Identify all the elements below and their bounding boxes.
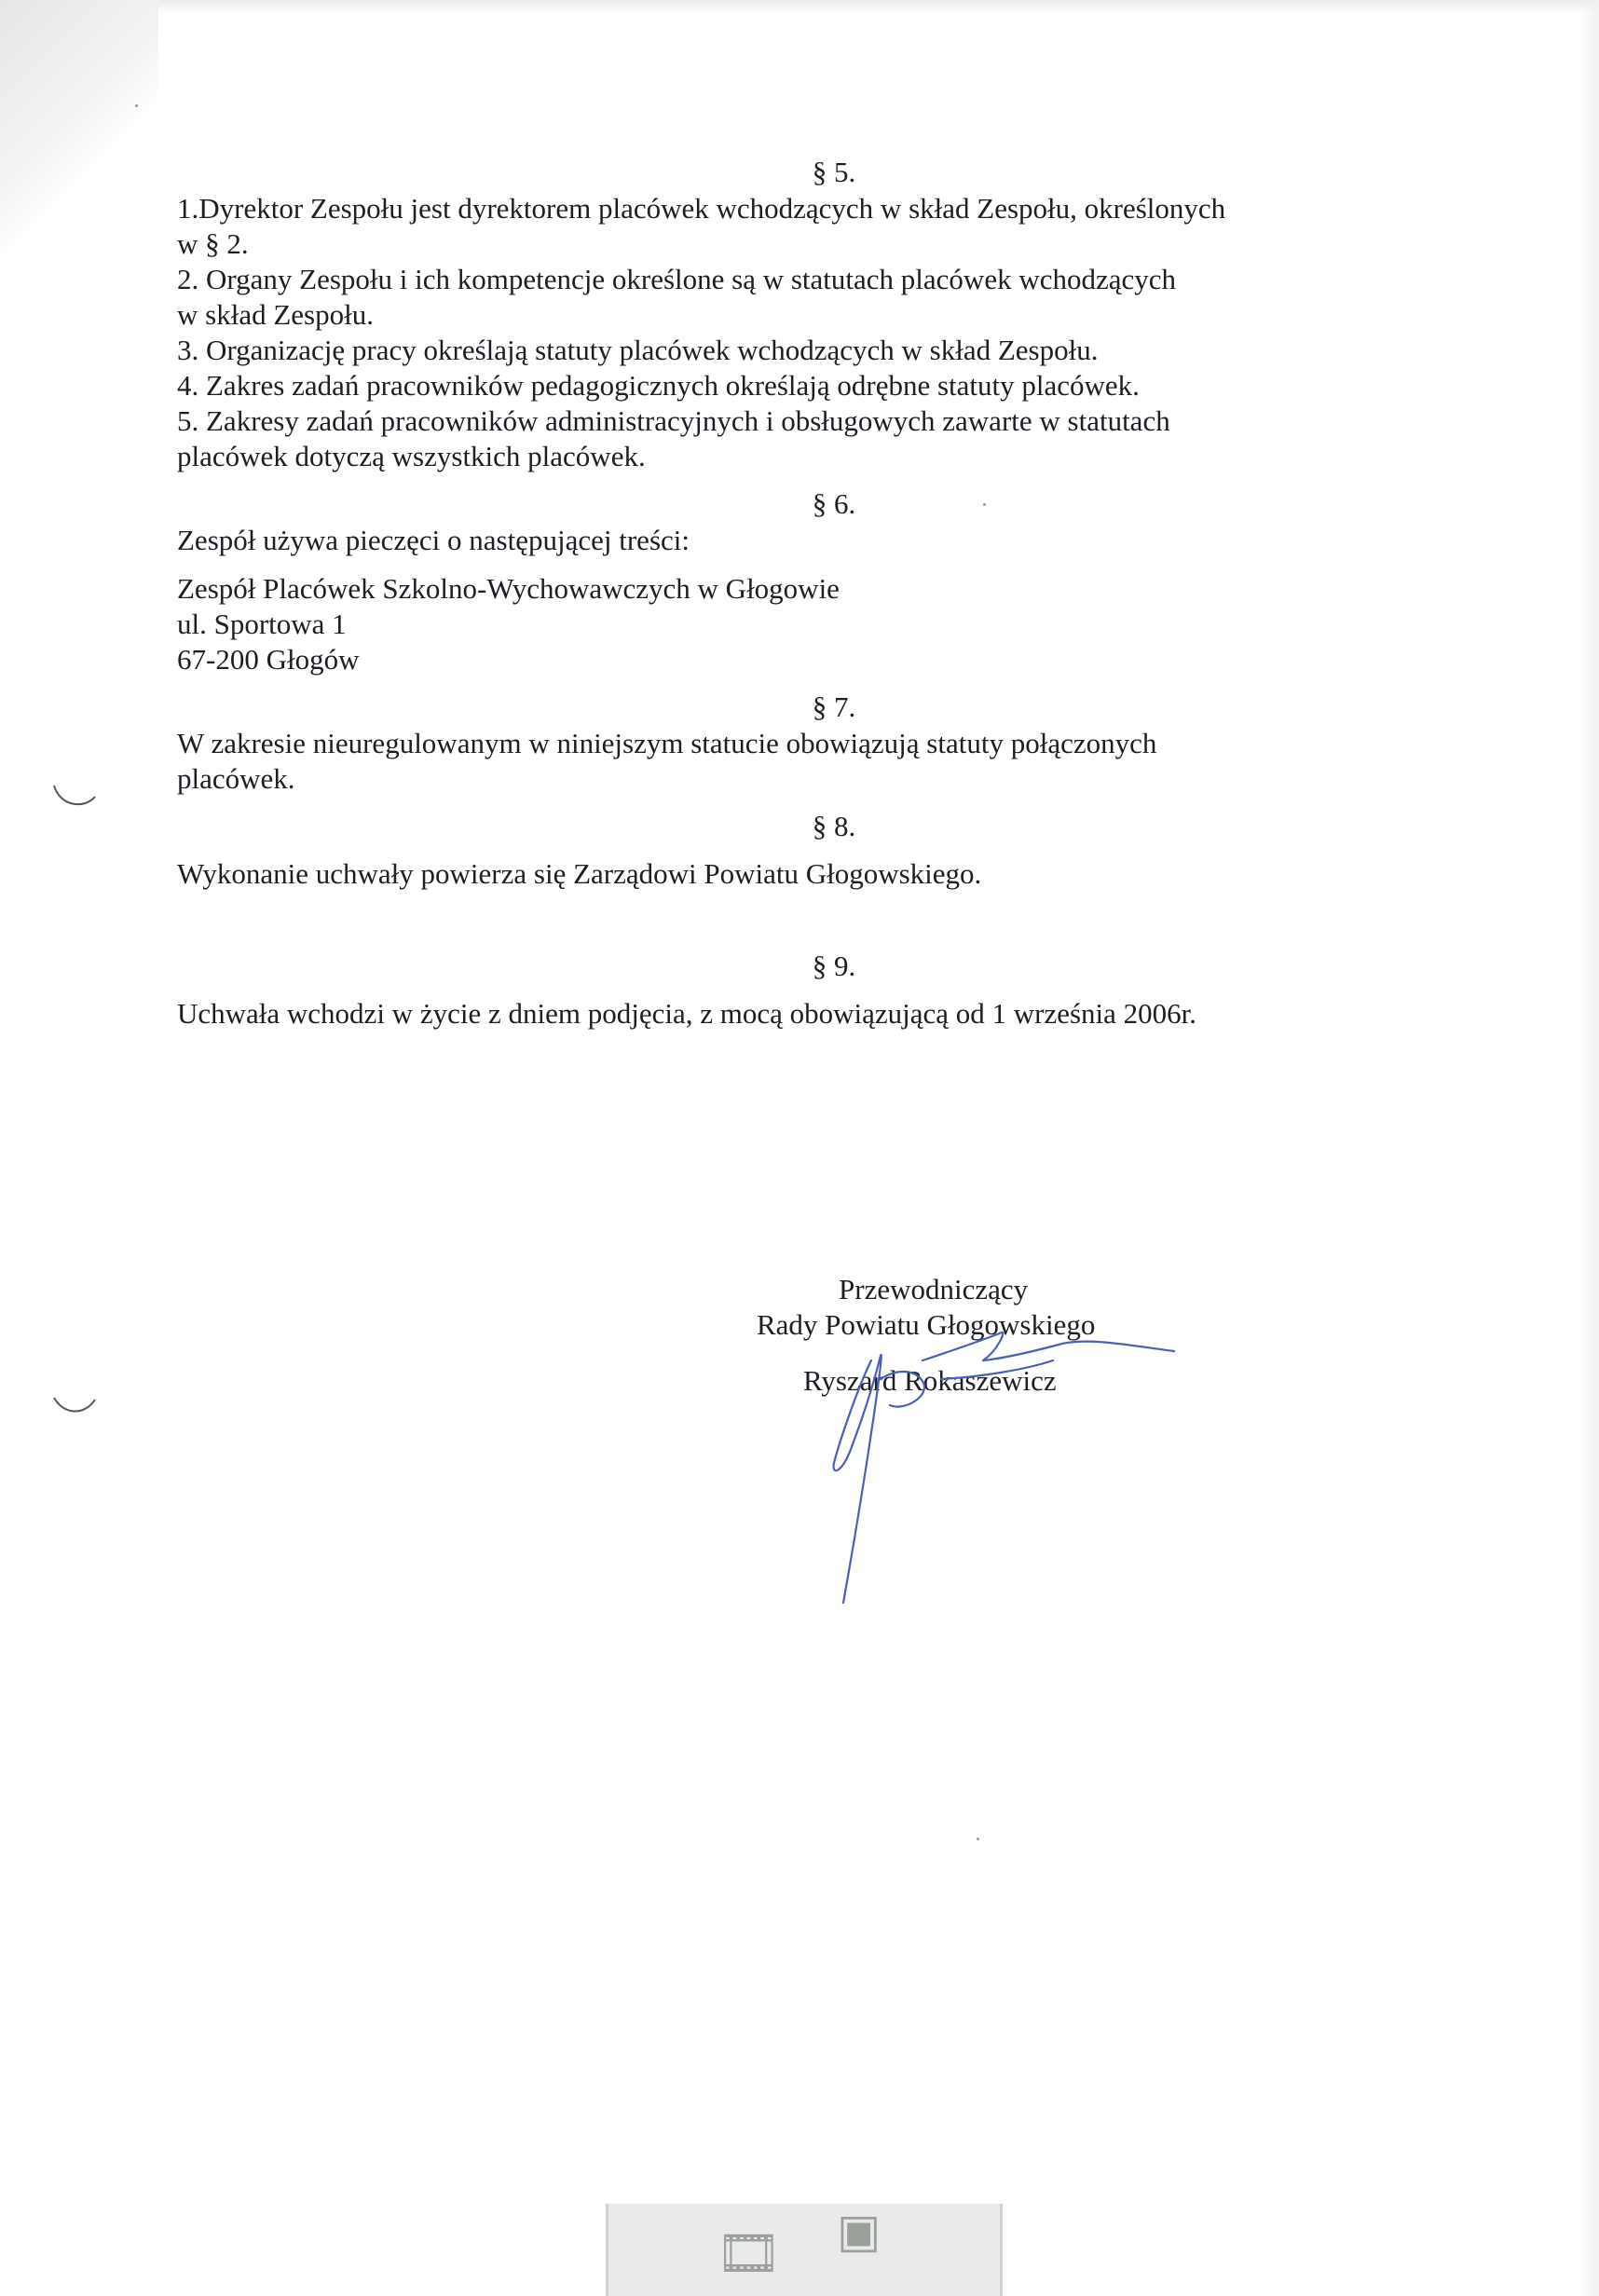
stamp-line: ul. Sportowa 1 [177,608,347,640]
section-5 [177,154,1351,474]
handwritten-signature [801,1323,1249,1621]
punch-hole-mark [47,1388,102,1426]
scan-speck [135,104,138,107]
section-6-heading: § 6. [812,487,856,520]
section-5-line: 1.Dyrektor Zespołu jest dyrektorem placówek wchodzących w skład Zespołu, określonych [177,192,1226,225]
scan-speck [977,1838,979,1840]
section-5-line: 5. Zakresy zadań pracowników administracyjnych i obsługowych zawarte w statutach [177,404,1170,437]
section-5-line: 4. Zakres zadań pracowników pedagogicznych określają odrębne statuty placówek. [177,369,1140,402]
signature-title: Przewodniczący [839,1273,1029,1305]
section-9-text: Uchwała wchodzi w życie z dniem podjęcia, z mocą obowiązującą od 1 września 2006r. [177,997,1197,1030]
punch-hole-mark [47,778,102,815]
signature-council: Rady Powiatu Głogowskiego [757,1308,1096,1341]
section-7-heading: § 7. [812,690,856,723]
section-8 [177,808,1351,892]
scan-speck [983,503,986,506]
signature-strokes [834,1332,1174,1603]
section-7-line: placówek. [177,762,295,795]
section-6 [177,485,1351,677]
scan-edge-top [0,0,1599,13]
spacer [177,903,1351,948]
document-body [177,154,1351,1043]
section-5-heading: § 5. [812,156,856,188]
frame-icon: ▣ [837,2204,882,2258]
section-8-text: Wykonanie uchwały powierza się Zarządowi Powiatu Głogowskiego. [177,857,982,890]
scan-edge-right [1577,0,1599,2296]
section-9 [177,948,1351,1032]
section-5-line: 2. Organy Zespołu i ich kompetencje określone są w statutach placówek wchodzących [177,263,1177,295]
section-5-line: w skład Zespołu. [177,298,374,331]
section-7-line: W zakresie nieuregulowanym w niniejszym statucie obowiązują statuty połączonych [177,727,1157,759]
scanner-strip [606,2204,1003,2296]
section-9-heading: § 9. [812,950,856,982]
section-7 [177,689,1351,797]
section-5-line: placówek dotyczą wszystkich placówek. [177,440,646,472]
section-6-intro: Zespół używa pieczęci o następującej treści: [177,524,690,556]
signature-name: Ryszard Rokaszewicz [803,1364,1057,1397]
stamp-text [177,571,1351,677]
section-5-line: w § 2. [177,227,249,260]
section-8-heading: § 8. [812,810,856,842]
scan-folded-corner [0,0,158,280]
stamp-line: Zespół Placówek Szkolno-Wychowawczych w Głogowie [177,572,840,605]
section-5-line: 3. Organizację pracy określają statuty placówek wchodzących w skład Zespołu. [177,334,1099,366]
stamp-line: 67-200 Głogów [177,643,360,676]
film-icon: 🎞 [716,2223,783,2284]
